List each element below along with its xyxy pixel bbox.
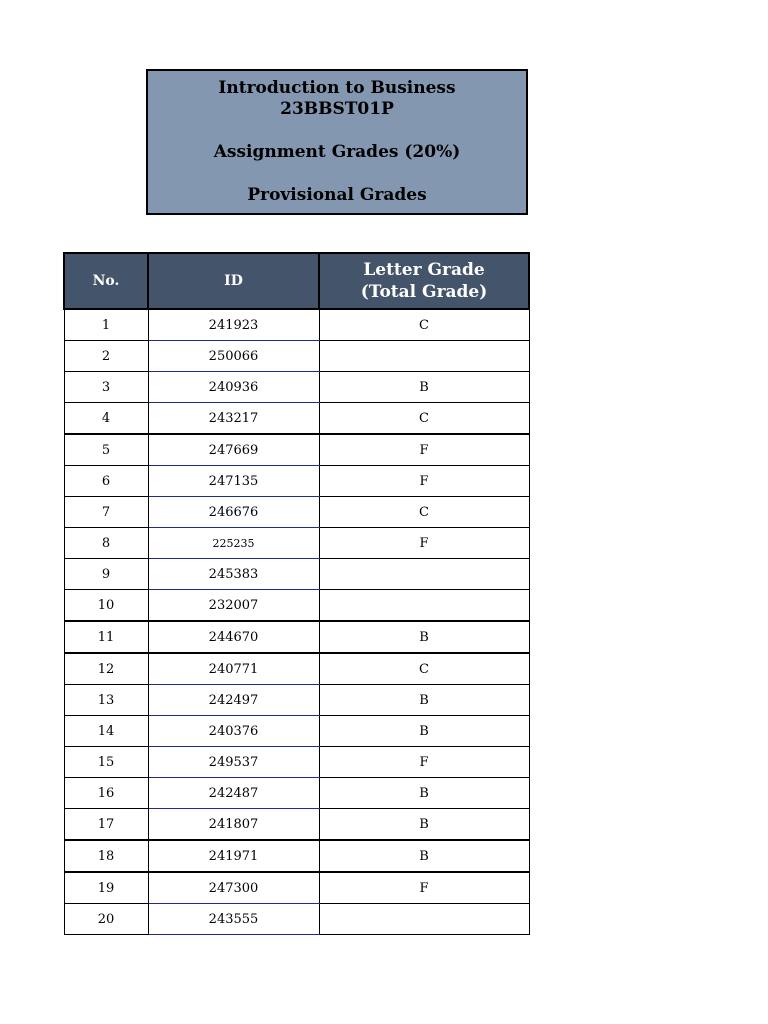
table-row: [64, 716, 529, 747]
student-id: 247669: [148, 434, 319, 466]
grades-table-header: [64, 253, 529, 309]
letter-grade: C: [319, 653, 529, 685]
row-number: 18: [64, 840, 148, 872]
row-number: 14: [64, 716, 148, 747]
student-id: 250066: [148, 341, 319, 372]
letter-grade: B: [319, 621, 529, 653]
row-number: 12: [64, 653, 148, 685]
letter-grade: F: [319, 434, 529, 466]
table-row: [64, 653, 529, 685]
letter-grade: [319, 341, 529, 372]
row-number: 13: [64, 685, 148, 716]
row-number: 20: [64, 904, 148, 935]
student-id: 247135: [148, 466, 319, 497]
grades-table-body: [64, 309, 529, 935]
table-row: [64, 809, 529, 841]
student-id: 244670: [148, 621, 319, 653]
letter-grade: B: [319, 809, 529, 841]
student-id: 240376: [148, 716, 319, 747]
row-number: 2: [64, 341, 148, 372]
column-header-letter-grade-line2: (Total Grade): [360, 282, 488, 302]
letter-grade: B: [319, 716, 529, 747]
student-id: 243555: [148, 904, 319, 935]
letter-grade: C: [319, 309, 529, 341]
table-row: [64, 309, 529, 341]
table-row: [64, 466, 529, 497]
row-number: 3: [64, 372, 148, 403]
column-header-no: No.: [64, 253, 148, 309]
table-row: [64, 434, 529, 466]
grades-table: [63, 252, 530, 935]
column-header-letter-grade-line1: Letter Grade: [363, 260, 485, 280]
table-row: [64, 904, 529, 935]
student-id: 232007: [148, 590, 319, 622]
row-number: 19: [64, 872, 148, 904]
row-number: 5: [64, 434, 148, 466]
student-id: 225235: [148, 528, 319, 559]
student-id: 240771: [148, 653, 319, 685]
student-id: 246676: [148, 497, 319, 528]
row-number: 17: [64, 809, 148, 841]
letter-grade: B: [319, 840, 529, 872]
column-header-id: ID: [148, 253, 319, 309]
grades-status: Provisional Grades: [247, 185, 427, 205]
row-number: 15: [64, 747, 148, 778]
row-number: 4: [64, 403, 148, 435]
row-number: 10: [64, 590, 148, 622]
table-row: [64, 840, 529, 872]
row-number: 1: [64, 309, 148, 341]
letter-grade: B: [319, 685, 529, 716]
table-row: [64, 372, 529, 403]
document-title-box: [146, 69, 528, 215]
letter-grade: F: [319, 747, 529, 778]
table-row: [64, 497, 529, 528]
student-id: 243217: [148, 403, 319, 435]
student-id: 240936: [148, 372, 319, 403]
table-row: [64, 685, 529, 716]
student-id: 241971: [148, 840, 319, 872]
row-number: 11: [64, 621, 148, 653]
student-id: 242497: [148, 685, 319, 716]
student-id: 249537: [148, 747, 319, 778]
row-number: 9: [64, 559, 148, 590]
row-number: 16: [64, 778, 148, 809]
student-id: 247300: [148, 872, 319, 904]
letter-grade: B: [319, 778, 529, 809]
table-row: [64, 590, 529, 622]
letter-grade: [319, 559, 529, 590]
table-row: [64, 403, 529, 435]
row-number: 8: [64, 528, 148, 559]
letter-grade: C: [319, 497, 529, 528]
letter-grade: B: [319, 372, 529, 403]
course-name: Introduction to Business: [218, 78, 456, 98]
header-row: [64, 253, 529, 309]
letter-grade: F: [319, 466, 529, 497]
table-row: [64, 778, 529, 809]
student-id: 245383: [148, 559, 319, 590]
column-header-letter-grade: [319, 253, 529, 309]
course-code: 23BBST01P: [280, 99, 394, 119]
row-number: 6: [64, 466, 148, 497]
student-id: 241923: [148, 309, 319, 341]
assignment-title: Assignment Grades (20%): [213, 142, 461, 162]
student-id: 242487: [148, 778, 319, 809]
letter-grade: [319, 590, 529, 622]
letter-grade: F: [319, 528, 529, 559]
row-number: 7: [64, 497, 148, 528]
letter-grade: C: [319, 403, 529, 435]
student-id: 241807: [148, 809, 319, 841]
letter-grade: F: [319, 872, 529, 904]
table-row: [64, 559, 529, 590]
table-row: [64, 747, 529, 778]
table-row: [64, 872, 529, 904]
letter-grade: [319, 904, 529, 935]
table-row: [64, 341, 529, 372]
table-row: [64, 528, 529, 559]
table-row: [64, 621, 529, 653]
